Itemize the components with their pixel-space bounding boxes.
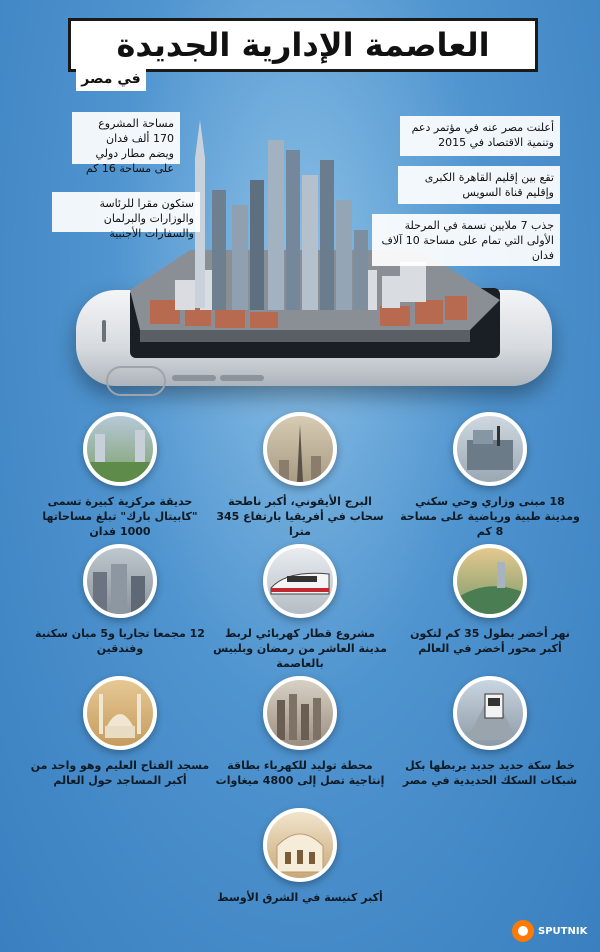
project-caption: 12 مجمعا تجاريا و5 مبان سكنية وفندقين	[35, 627, 205, 655]
fact-population: جذب 7 ملايين نسمة في المرحلة الأولى التي تمام على مساحة 10 آلاف فدان	[372, 214, 560, 266]
fact-area: مساحة المشروع 170 ألف فدان ويضم مطار دولي على مساحة 16 كم	[72, 112, 180, 164]
sputnik-logo-text: SPUTNIK	[538, 925, 588, 937]
project-item	[30, 544, 210, 656]
project-item	[210, 412, 390, 539]
project-item	[210, 676, 390, 788]
project-caption: حديقة مركزية كبيرة تسمى "كابيتال بارك" تبلغ مساحاتها 1000 فدان	[42, 495, 198, 538]
page-subtitle: في مصر	[76, 67, 146, 91]
project-item	[210, 544, 390, 671]
central-park-icon	[83, 412, 157, 486]
government-buildings-icon	[453, 412, 527, 486]
project-caption: مسجد الفتاح العليم وهو واحد من أكبر المساجد حول العالم	[30, 759, 210, 787]
commercial-complex-icon	[83, 544, 157, 618]
project-item	[400, 412, 580, 539]
sputnik-logo-icon	[512, 920, 534, 942]
project-item	[30, 412, 210, 539]
tower-icon	[263, 412, 337, 486]
project-item	[210, 808, 390, 905]
project-item	[400, 676, 580, 788]
railway-icon	[453, 676, 527, 750]
power-station-icon	[263, 676, 337, 750]
project-item	[30, 676, 210, 788]
fact-announcement: أعلنت مصر عنه في مؤتمر دعم وتنمية الاقتصاد في 2015	[400, 116, 560, 156]
project-caption: أكبر كنيسة في الشرق الأوسط	[217, 891, 383, 904]
project-caption: نهر أخضر بطول 35 كم لتكون أكبر محور أخضر في العالم	[410, 627, 570, 655]
green-river-icon	[453, 544, 527, 618]
cathedral-icon	[263, 808, 337, 882]
mosque-icon	[83, 676, 157, 750]
sputnik-logo	[512, 916, 596, 946]
project-item	[400, 544, 580, 656]
project-caption: البرج الأيقوني، أكبر ناطحة سحاب في أفريقيا بارتفاع 345 مترا	[216, 495, 384, 538]
page-title: العاصمة الإدارية الجديدة	[116, 26, 490, 64]
fact-seat-of-government: ستكون مقرا للرئاسة والوزارات والبرلمان والسفارات الأجنبية	[52, 192, 200, 232]
project-caption: محطة توليد للكهرباء بطاقة إنتاجية تصل إلى 4800 ميغاوات	[215, 759, 385, 787]
fact-location: تقع بين إقليم القاهرة الكبرى وإقليم قناة السويس	[398, 166, 560, 204]
project-caption: خط سكة حديد جديد يربطها بكل شبكات السكك الحديدية في مصر	[402, 759, 578, 787]
project-caption: 18 مبنى وزاري وحي سكني ومدينة طبية ورياضية على مساحة 8 كم	[400, 495, 580, 538]
electric-train-icon	[263, 544, 337, 618]
project-caption: مشروع قطار كهربائي لربط مدينة العاشر من رمضان وبلبيس بالعاصمة	[213, 627, 387, 670]
